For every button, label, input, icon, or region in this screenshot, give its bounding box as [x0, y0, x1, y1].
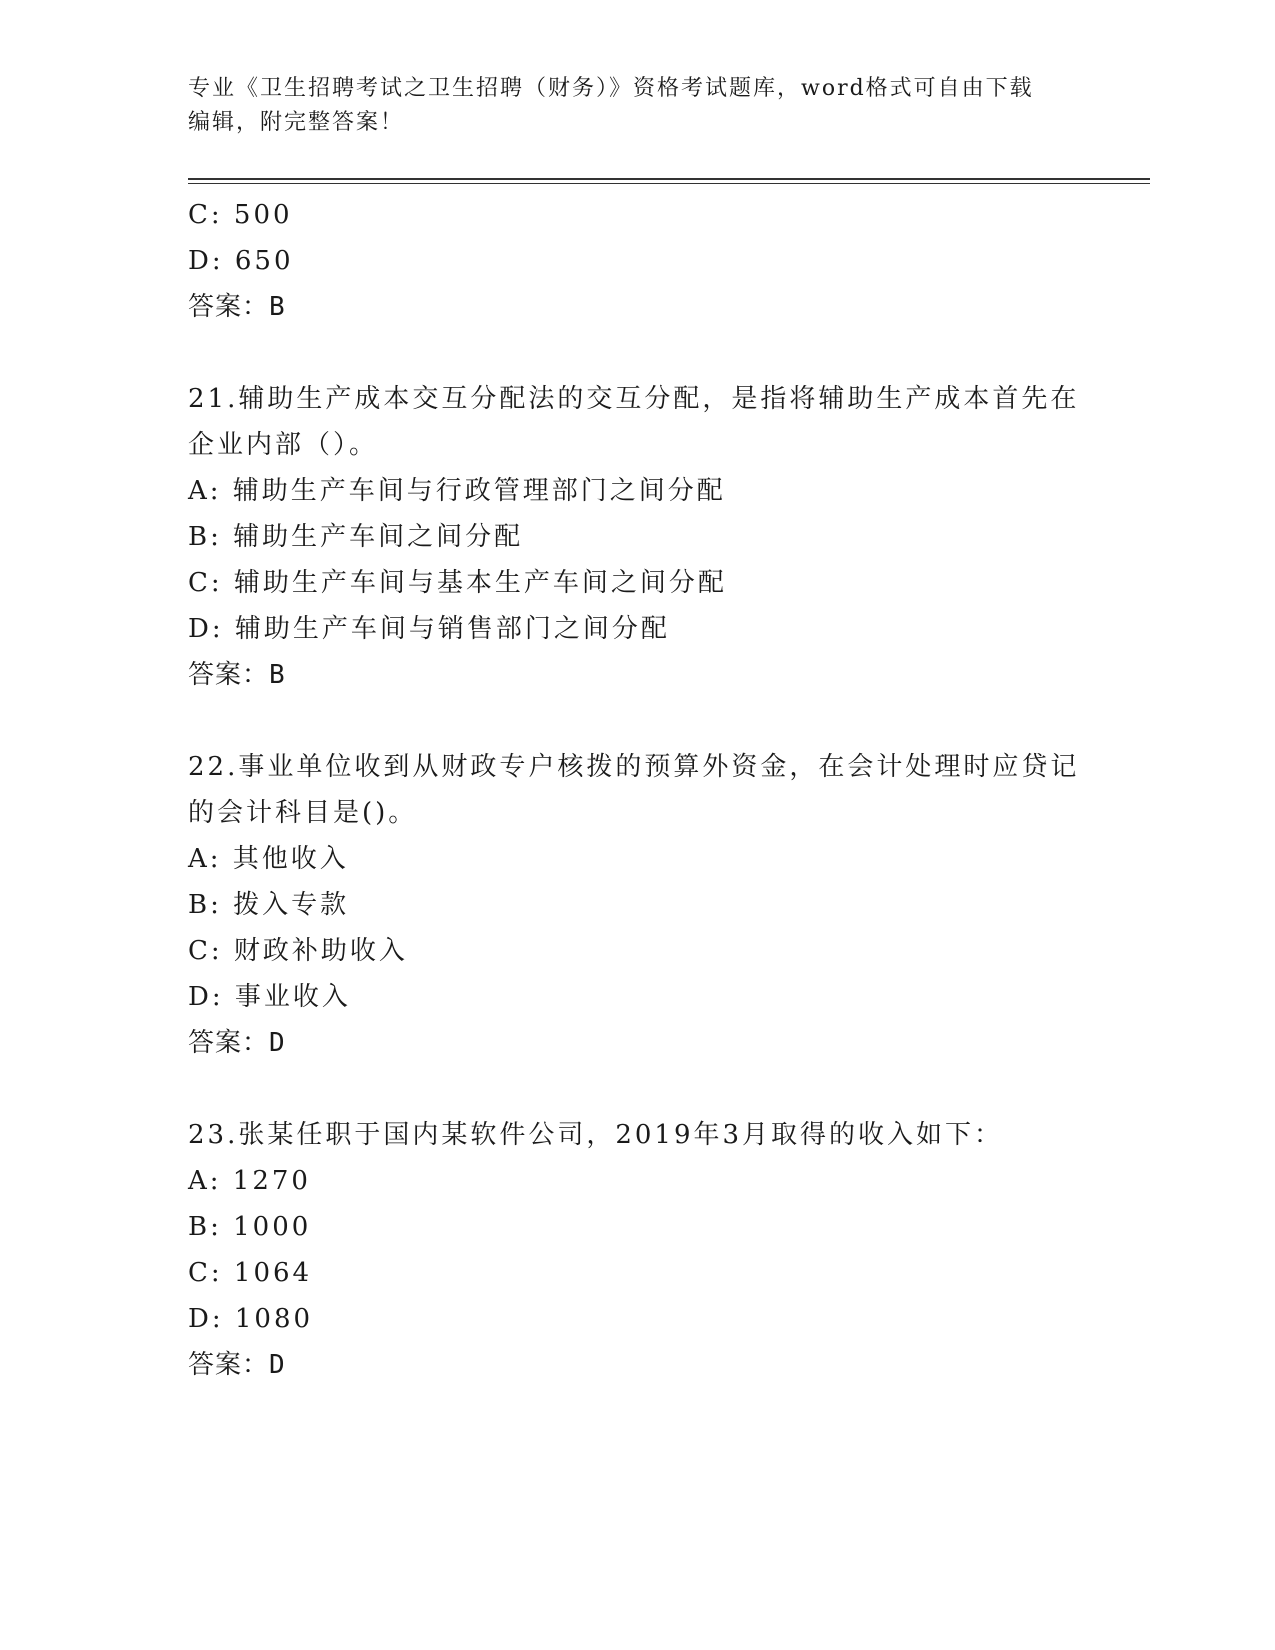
document-header: [188, 72, 1088, 140]
header-divider-thick: [188, 178, 1150, 180]
option-a: A: 其他收入: [188, 844, 349, 874]
previous-question-tail: [188, 192, 1088, 330]
header-line-2: 编辑，附完整答案！: [188, 110, 405, 135]
header-divider-thin: [188, 183, 1150, 184]
answer-line: 答案：B: [188, 660, 286, 690]
option-d: D: 650: [188, 246, 294, 276]
option-b: B: 拨入专款: [188, 890, 350, 920]
spacer: [188, 1066, 1088, 1112]
question-text: 22.事业单位收到从财政专户核拨的预算外资金，在会计处理时应贷记的会计科目是()。: [188, 752, 1080, 828]
option-b: B: 1000: [188, 1212, 312, 1242]
option-a: A: 辅助生产车间与行政管理部门之间分配: [188, 476, 726, 506]
answer-line: 答案：D: [188, 1350, 286, 1380]
option-a: A: 1270: [188, 1166, 311, 1196]
option-d: D: 1080: [188, 1304, 314, 1334]
question-23: [188, 1112, 1088, 1388]
question-22: [188, 744, 1088, 1066]
question-text: 23.张某任职于国内某软件公司，2019年3月取得的收入如下：: [188, 1120, 1004, 1150]
option-d: D: 事业收入: [188, 982, 351, 1012]
answer-line: 答案：B: [188, 292, 286, 322]
option-c: C: 财政补助收入: [188, 936, 408, 966]
option-c: C: 1064: [188, 1258, 313, 1288]
document-body: [188, 192, 1088, 1388]
question-21: [188, 376, 1088, 698]
option-b: B: 辅助生产车间之间分配: [188, 522, 524, 552]
header-line-1: 专业《卫生招聘考试之卫生招聘（财务）》资格考试题库，word格式可自由下载: [188, 76, 1034, 101]
answer-line: 答案：D: [188, 1028, 286, 1058]
option-c: C: 500: [188, 200, 293, 230]
question-text: 21.辅助生产成本交互分配法的交互分配，是指将辅助生产成本首先在企业内部（）。: [188, 384, 1080, 460]
spacer: [188, 698, 1088, 744]
spacer: [188, 330, 1088, 376]
option-d: D: 辅助生产车间与销售部门之间分配: [188, 614, 670, 644]
option-c: C: 辅助生产车间与基本生产车间之间分配: [188, 568, 727, 598]
